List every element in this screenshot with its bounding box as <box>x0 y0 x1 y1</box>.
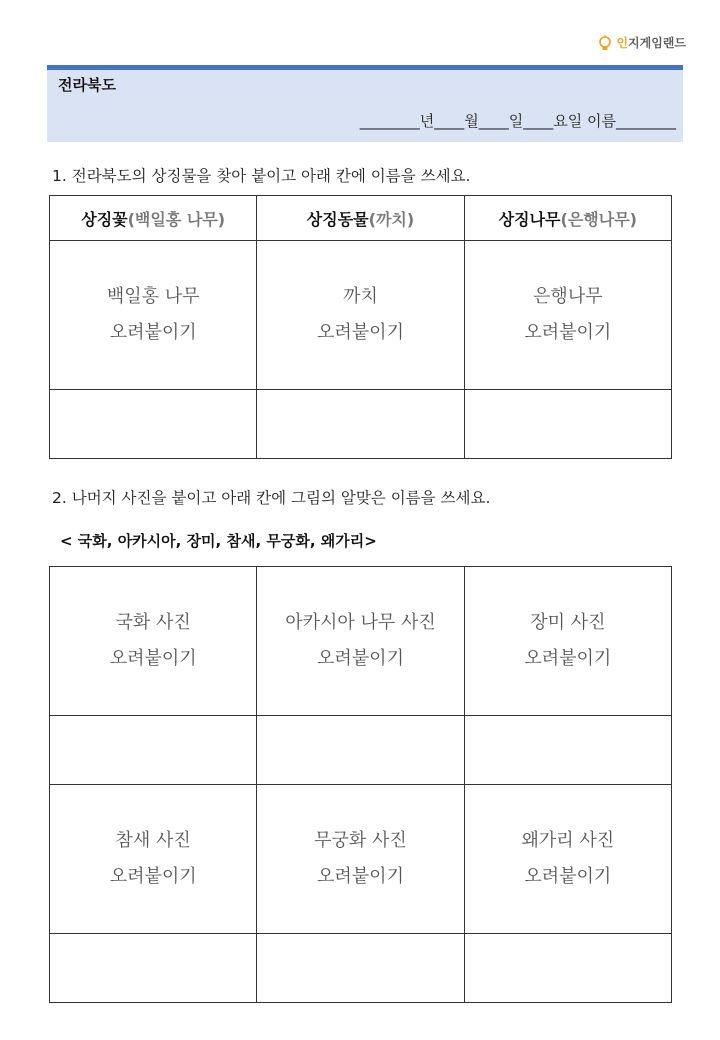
date-name-line: ________년____월____일____요일 이름________ <box>359 112 676 130</box>
name-write-cell[interactable] <box>257 390 464 459</box>
name-write-cell[interactable] <box>50 716 257 785</box>
name-label: 이름 <box>587 112 616 130</box>
photo-cell[interactable]: 무궁화 사진 오려붙이기 <box>257 785 464 934</box>
name-write-cell[interactable] <box>257 716 464 785</box>
year-label: 년 <box>419 112 435 130</box>
photos-table <box>49 566 672 1003</box>
photo-cell[interactable]: 아카시아 나무 사진 오려붙이기 <box>257 567 464 716</box>
photo-row <box>50 567 672 716</box>
header-box <box>47 70 683 142</box>
name-write-cell[interactable] <box>464 390 671 459</box>
photo-row <box>50 785 672 934</box>
answer-options: < 국화, 아카시아, 장미, 참새, 무궁화, 왜가리> <box>60 532 377 550</box>
weekday-label: 요일 <box>553 112 583 130</box>
photo-cell[interactable]: 백일홍 나무 오려붙이기 <box>50 241 257 390</box>
logo-accent: 인 <box>616 36 629 50</box>
lightbulb-icon <box>598 35 612 51</box>
day-label: 일 <box>508 112 524 130</box>
name-write-cell[interactable] <box>464 934 671 1003</box>
photo-cell[interactable]: 은행나무 오려붙이기 <box>464 241 671 390</box>
name-write-cell[interactable] <box>257 934 464 1003</box>
name-write-row <box>50 934 672 1003</box>
photo-cell[interactable]: 왜가리 사진 오려붙이기 <box>464 785 671 934</box>
header-symbol-tree: 상징나무(은행나무) <box>464 196 671 241</box>
name-write-cell[interactable] <box>464 716 671 785</box>
brand-logo <box>598 34 686 51</box>
header-symbol-flower: 상징꽃(백일홍 나무) <box>50 196 257 241</box>
photo-cell[interactable]: 까치 오려붙이기 <box>257 241 464 390</box>
symbols-table <box>49 195 672 459</box>
question-2: 2. 나머지 사진을 붙이고 아래 칸에 그림의 알맞은 이름을 쓰세요. <box>52 489 491 507</box>
photo-row <box>50 241 672 390</box>
photo-cell[interactable]: 국화 사진 오려붙이기 <box>50 567 257 716</box>
name-write-row <box>50 716 672 785</box>
month-label: 월 <box>464 112 479 130</box>
name-write-row <box>50 390 672 459</box>
logo-text: 지게임랜드 <box>628 36 686 50</box>
photo-cell[interactable]: 장미 사진 오려붙이기 <box>464 567 671 716</box>
header-symbol-animal: 상징동물(까치) <box>257 196 464 241</box>
table-header-row <box>50 196 672 241</box>
question-1: 1. 전라북도의 상징물을 찾아 붙이고 아래 칸에 이름을 쓰세요. <box>52 167 471 185</box>
name-write-cell[interactable] <box>50 390 257 459</box>
region-title: 전라북도 <box>58 76 116 94</box>
photo-cell[interactable]: 참새 사진 오려붙이기 <box>50 785 257 934</box>
name-write-cell[interactable] <box>50 934 257 1003</box>
